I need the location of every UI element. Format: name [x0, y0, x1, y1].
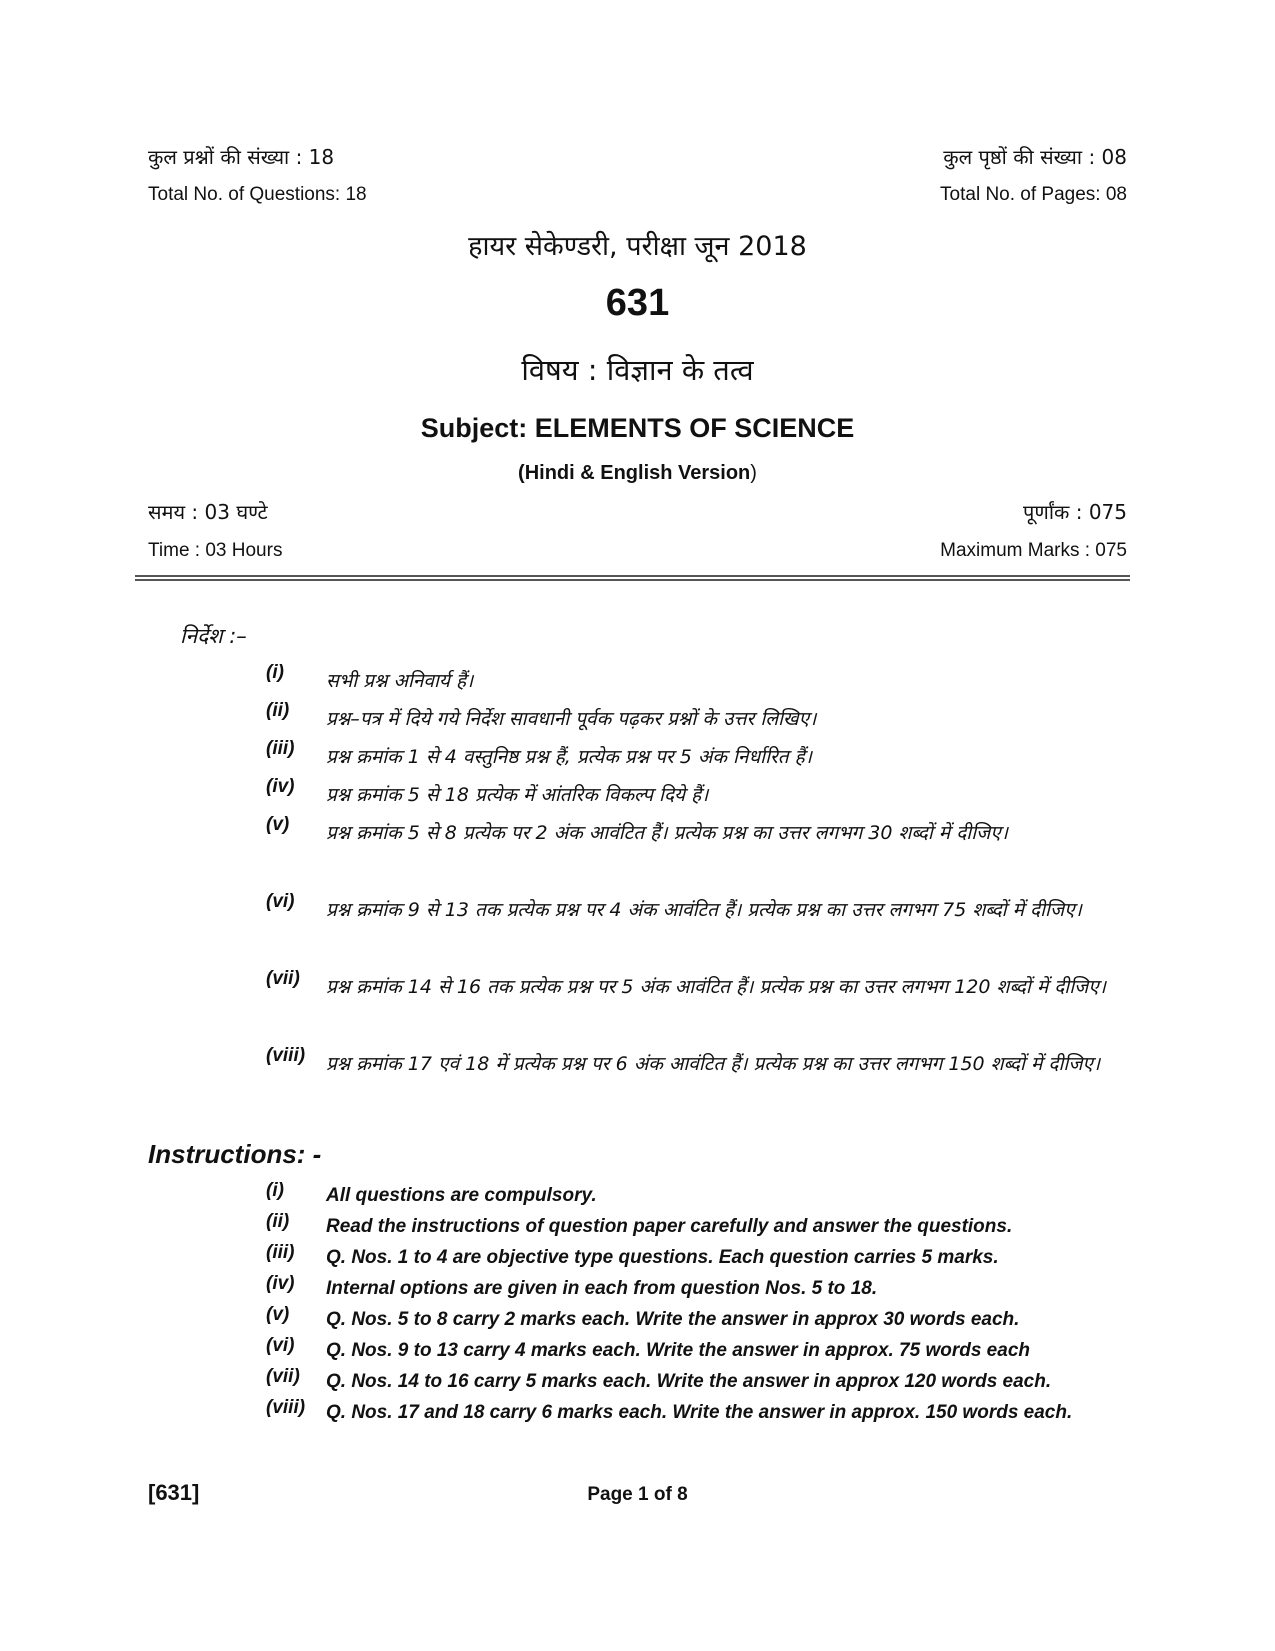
footer-page-number: Page 1 of 8 [587, 1484, 688, 1505]
instruction-en-text: Q. Nos. 14 to 16 carry 5 marks each. Write the answer in approx 120 words each. [326, 1371, 1052, 1392]
instruction-en-text: Q. Nos. 1 to 4 are objective type questions. Each question carries 5 marks. [326, 1247, 999, 1268]
instruction-en-text: Internal options are given in each from question Nos. 5 to 18. [326, 1278, 878, 1299]
instruction-en-number: (iii) [266, 1242, 295, 1263]
instruction-hi-text: प्रश्न क्रमांक 5 से 8 प्रत्येक पर 2 अंक आवंटित हैं। प्रत्येक प्रश्न का उत्तर लगभग 30 शब्दों में दीजिए। [326, 822, 1008, 844]
instruction-en-number: (vii) [266, 1366, 300, 1387]
instruction-en-text: Read the instructions of question paper carefully and answer the questions. [326, 1216, 1013, 1237]
time-hi: समय : 03 घण्टे [148, 500, 268, 524]
subject-title-en: Subject: ELEMENTS OF SCIENCE [420, 413, 855, 443]
total-pages-en: Total No. of Pages: 08 [940, 184, 1127, 205]
divider-top [135, 575, 1130, 577]
version-note-bold: (Hindi & English Version [518, 462, 751, 484]
total-pages-hi: कुल पृष्ठों की संख्या : 08 [943, 145, 1127, 169]
instruction-en-number: (v) [266, 1304, 290, 1325]
divider-bottom [135, 579, 1130, 581]
instruction-hi-number: (i) [266, 662, 284, 683]
instruction-hi-text: सभी प्रश्न अनिवार्य हैं। [326, 670, 474, 692]
instructions-en-heading: Instructions: - [148, 1139, 322, 1169]
instruction-en-text: Q. Nos. 5 to 8 carry 2 marks each. Write the answer in approx 30 words each. [326, 1309, 1020, 1330]
instruction-hi-text: प्रश्न क्रमांक 5 से 18 प्रत्येक में आंतरिक विकल्प दिये हैं। [326, 784, 709, 806]
paper-code: 631 [605, 282, 670, 324]
instruction-hi-text: प्रश्न क्रमांक 17 एवं 18 में प्रत्येक प्रश्न पर 6 अंक आवंटित हैं। प्रत्येक प्रश्न का उत्तर लगभग 150 शब्दों में दीजिए। [326, 1053, 1101, 1075]
instruction-en-text: Q. Nos. 9 to 13 carry 4 marks each. Write the answer in approx. 75 words each [326, 1340, 1030, 1361]
instruction-hi-number: (vii) [266, 968, 300, 989]
instruction-hi-text: प्रश्न क्रमांक 14 से 16 तक प्रत्येक प्रश्न पर 5 अंक आवंटित हैं। प्रत्येक प्रश्न का उत्तर लगभग 120 शब्दों में दीजिए। [326, 976, 1106, 998]
instruction-en-number: (iv) [266, 1273, 295, 1294]
footer-paper-code: [631] [148, 1480, 200, 1505]
instruction-hi-number: (viii) [266, 1045, 306, 1066]
instruction-en-number: (viii) [266, 1397, 306, 1418]
marks-hi: पूर्णांक : 075 [1023, 500, 1127, 524]
instruction-hi-number: (iv) [266, 776, 295, 797]
subject-title-hi: विषय : विज्ञान के तत्व [521, 353, 754, 387]
instruction-hi-text: प्रश्न क्रमांक 1 से 4 वस्तुनिष्ठ प्रश्न हैं, प्रत्येक प्रश्न पर 5 अंक निर्धारित हैं। [326, 746, 812, 768]
instruction-en-text: All questions are compulsory. [326, 1185, 597, 1206]
instruction-hi-number: (v) [266, 814, 290, 835]
instruction-hi-number: (ii) [266, 700, 290, 721]
marks-en: Maximum Marks : 075 [940, 540, 1127, 561]
instruction-hi-number: (vi) [266, 891, 295, 912]
exam-title: हायर सेकेण्डरी, परीक्षा जून 2018 [468, 231, 807, 262]
total-questions-en: Total No. of Questions: 18 [148, 184, 367, 205]
instruction-hi-number: (iii) [266, 738, 295, 759]
total-questions-hi: कुल प्रश्नों की संख्या : 18 [148, 145, 335, 169]
instruction-hi-text: प्रश्न क्रमांक 9 से 13 तक प्रत्येक प्रश्न पर 4 अंक आवंटित हैं। प्रत्येक प्रश्न का उत्तर लगभग 75 शब्दों में दीजिए। [326, 899, 1082, 921]
version-note [0, 462, 1275, 485]
instruction-hi-text: प्रश्न–पत्र में दिये गये निर्देश सावधानी पूर्वक पढ़कर प्रश्नों के उत्तर लिखिए। [326, 708, 817, 730]
version-note-close: ) [750, 462, 757, 484]
instruction-en-number: (i) [266, 1180, 284, 1201]
instruction-en-text: Q. Nos. 17 and 18 carry 6 marks each. Write the answer in approx. 150 words each. [326, 1402, 1073, 1423]
time-en: Time : 03 Hours [148, 540, 283, 561]
instruction-en-number: (vi) [266, 1335, 295, 1356]
instructions-hi-heading: निर्देश :– [180, 624, 247, 648]
instruction-en-number: (ii) [266, 1211, 290, 1232]
